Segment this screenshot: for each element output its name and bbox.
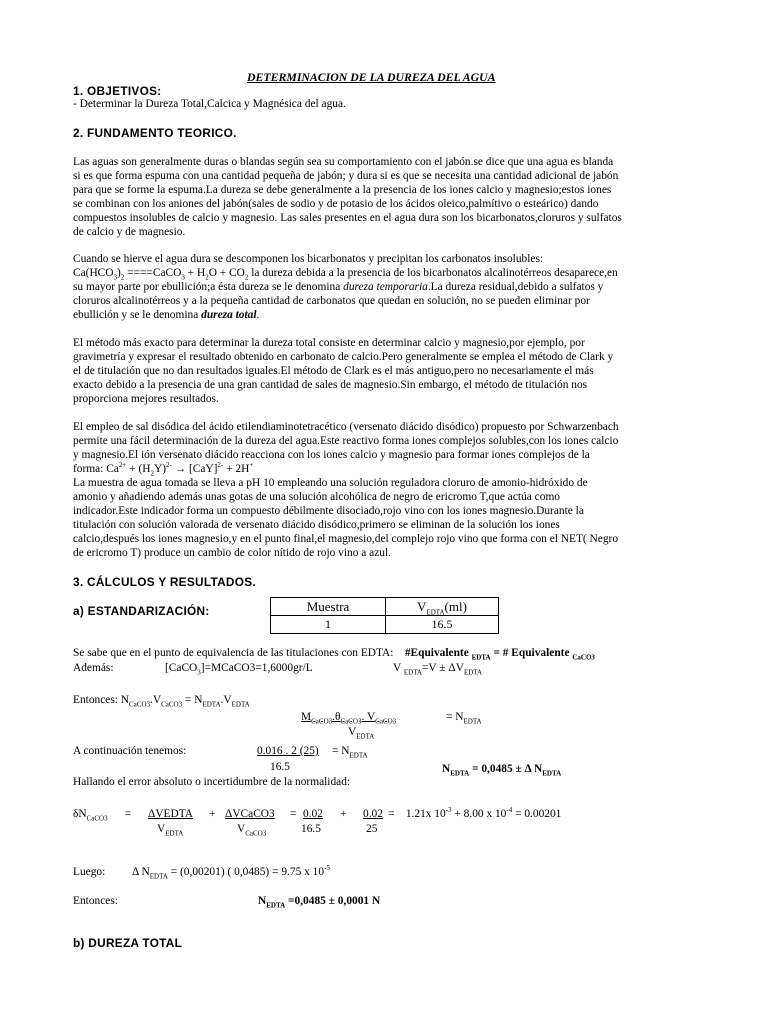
text-line: para que se forme la espuma.La dureza se debe generalmente a la presencia de los iones calcio y magnesio;estos iones <box>73 184 612 196</box>
text-line: de ericromo T) produce un cambio de color nítido de rojo vino a azul. <box>73 547 391 559</box>
text-line: El empleo de sal disódica del ácido etilendiaminotetracético (versenato diácido disódico) propuesto por Schwarzenbach <box>73 421 619 433</box>
fraction-4-numerator: ΔVCaCO3 <box>225 808 275 820</box>
fraction-3-numerator: ΔVEDTA <box>148 808 194 820</box>
text-line: indicador.Este indicador forma un compuesto débilmente disociado,rojo vino con los iones magnesio.Durante la <box>73 505 584 517</box>
final-result: $N_{EDTA} =0,0485 \pm 0,0001$ N <box>258 895 381 910</box>
fraction-2-numerator: 0.016 . 2 (25) <box>257 745 319 757</box>
paragraph-1 <box>73 155 697 239</box>
equivalence-statement: Se sabe que en el punto de equivalencia de las titulaciones con EDTA: #Equivalente $_{EDTA}$ = # Equivalente $_{CaCO3}$ <box>73 647 595 662</box>
delta-lhs: $\delta N_{CaCO3}$ = <box>73 808 132 823</box>
fraction-2-denominator: 16.5 <box>270 761 290 773</box>
fraction-1-denominator: $V_{EDTA}$ <box>348 726 375 741</box>
equals-sign: = <box>290 808 297 820</box>
text-line: ebullición y se le denomina dureza total. <box>73 309 260 321</box>
delta-result: = 1.21x $10^{-3} + 8.00$ x $10^{-4} = 0.00201$ <box>388 806 562 820</box>
page-title: DETERMINACION DE LA DUREZA DEL AGUA <box>247 70 496 84</box>
paragraph-2 <box>73 252 697 322</box>
section-objetivos-heading: 1. OBJETIVOS: <box>73 84 162 98</box>
luego-label: Luego: <box>73 866 106 878</box>
table-cell: 16.5 <box>386 616 499 634</box>
vedta-definition: V $_{EDTA}=V \pm \Delta V_{EDTA}$ <box>393 662 483 677</box>
fraction-5-denominator: 16.5 <box>301 823 321 835</box>
fraction-5-numerator: 0.02 <box>303 808 323 820</box>
text-line: su mayor parte por ebullición;a ésta dureza se le denomina dureza temporaria.La dureza residual,debido a sulfatos y <box>73 281 604 293</box>
text-line: si es que forma espuma con una cantidad pequeña de jabón; y dura si es que se necesita una cantidad adicional de jabón <box>73 170 619 182</box>
hallando-text: Hallando el error absoluto o incertidumbre de la normalidad: <box>73 776 351 788</box>
paragraph-3 <box>73 336 697 406</box>
text-line: el de titulación que no dan resultados iguales.El método de Clark es el más antiguo,pero no necesariamente el más <box>73 365 594 377</box>
text-line: gravimetría y expresar el resultado obtenido en carbonato de calcio.Pero generalmente se emplea el método de Clark y <box>73 351 614 363</box>
subsection-dureza-total: b) DUREZA TOTAL <box>73 936 183 950</box>
entonces-label: Entonces: <box>73 895 118 907</box>
paragraph-4 <box>73 420 697 560</box>
plus-sign: + <box>340 808 347 820</box>
text-line: exacto debido a la presencia de una gran cantidad de sales de magnesio.Sin embargo, el método de titulación nos <box>73 379 588 391</box>
fraction-3-denominator: $V_{EDTA}$ <box>157 823 184 838</box>
entonces-equation: Entonces: $N_{CaCO3}.V_{CaCO3} = N_{EDTA}.V_{EDTA}$ <box>73 694 250 709</box>
fraction-4-denominator: $V_{CaCO3}$ <box>237 823 267 838</box>
subsection-estandarizacion: a) ESTANDARIZACIÓN: <box>73 604 210 618</box>
luego-value: Δ $N_{EDTA} = (0,00201)$ ( 0,0485) = 9.75 x $10^{-5}$ <box>132 864 330 881</box>
text-line: La muestra de agua tomada se lleva a pH 10 empleando una solución reguladora cloruro de amonio-hidróxido de <box>73 477 588 489</box>
table-header-vedta: $V_{EDTA}(ml)$ <box>386 598 499 616</box>
text-line-formula: $Ca(HCO_3)_2$ ====CaCO$_3$ + $H_2O + CO_2$ la dureza debida a la presencia de los bicarbonatos alcalinotérreos desaparece,en <box>73 267 618 282</box>
text-line: Las aguas son generalmente duras o blandas según sea su comportamiento con el jabón.se dice que una agua es blanda <box>73 156 614 168</box>
fraction-6-numerator: 0.02 <box>363 808 383 820</box>
fraction-1-numerator: $M_{CaCO3}.\theta_{CaCO3}$. $V_{CaCO3}$ <box>301 711 397 726</box>
text-line: amonio y añadiendo además unas gotas de una solución alcohólica de negro de ericromo T,que actúa como <box>73 491 560 503</box>
table-header-muestra: Muestra <box>271 598 386 616</box>
caco3-definition: [CaCO$_3$]=MCaCO3=1,6000gr/L <box>165 662 313 677</box>
fraction-6-denominator: 25 <box>366 823 378 835</box>
text-line: de calcio y de magnesio. <box>73 226 186 238</box>
standardization-table <box>270 597 499 634</box>
fraction-1-rhs: = $N_{EDTA}$ <box>446 711 482 726</box>
nedta-result: $N_{EDTA} = 0,0485 \pm \Delta$ $N_{EDTA}$ <box>442 763 562 778</box>
table-cell: 1 <box>271 616 386 634</box>
text-line: calcio,después los iones magnesio,y en el punto final,el magnesio,del complejo rojo vino que forma con el NET( Negro <box>73 533 619 545</box>
continuacion-label: A continuación tenemos: <box>73 745 187 757</box>
text-line: proporciona mejores resultados. <box>73 393 219 405</box>
text-line: cloruros alcalinotérreos y a la pequeña cantidad de carbonatos que quedan en solución, no se pueden eliminar por <box>73 295 590 307</box>
text-line: se combinan con los aniones del jabón(sales de sodio y de potasio de los ácidos oleico,palmítivo o esteárico) dando <box>73 198 599 210</box>
text-line: Cuando se hierve el agua dura se descomponen los bicarbonatos y precipitan los carbonatos insolubles: <box>73 253 544 265</box>
section-calculos-heading: 3. CÁLCULOS Y RESULTADOS. <box>73 575 256 589</box>
text-line: y magnesio.El ión versenato diácido reacciona con los iones calcio y magnesio para formar iones complejos de la <box>73 449 590 461</box>
text-line: compuestos insolubles de calcio y magnesio. Las sales presentes en el agua dura son los bicarbonatos,cloruros y sulfatos <box>73 212 622 224</box>
ademas-label: Además: <box>73 662 114 674</box>
text-line: titulación con solución valorada de versenato diácido disódico,primero se eliminan de la solución los iones <box>73 519 560 531</box>
fraction-2-rhs: = $N_{EDTA}$ <box>332 745 368 760</box>
plus-sign: + <box>209 808 216 820</box>
objective-item: - Determinar la Dureza Total,Calcica y Magnésica del agua. <box>73 98 346 110</box>
text-line: permite una fácil determinación de la dureza del agua.Este reactivo forma iones complejos solubles,con los iones calcio <box>73 435 619 447</box>
section-fundamento-heading: 2. FUNDAMENTO TEORICO. <box>73 126 237 140</box>
reaction-formula: forma: $Ca^{2+} + (H_2Y)^{2-} \to [CaY]^{2-} + 2H^+$ <box>73 461 254 478</box>
text-line: El método más exacto para determinar la dureza total consiste en determinar calcio y magnesio,por ejemplo, por <box>73 337 585 349</box>
